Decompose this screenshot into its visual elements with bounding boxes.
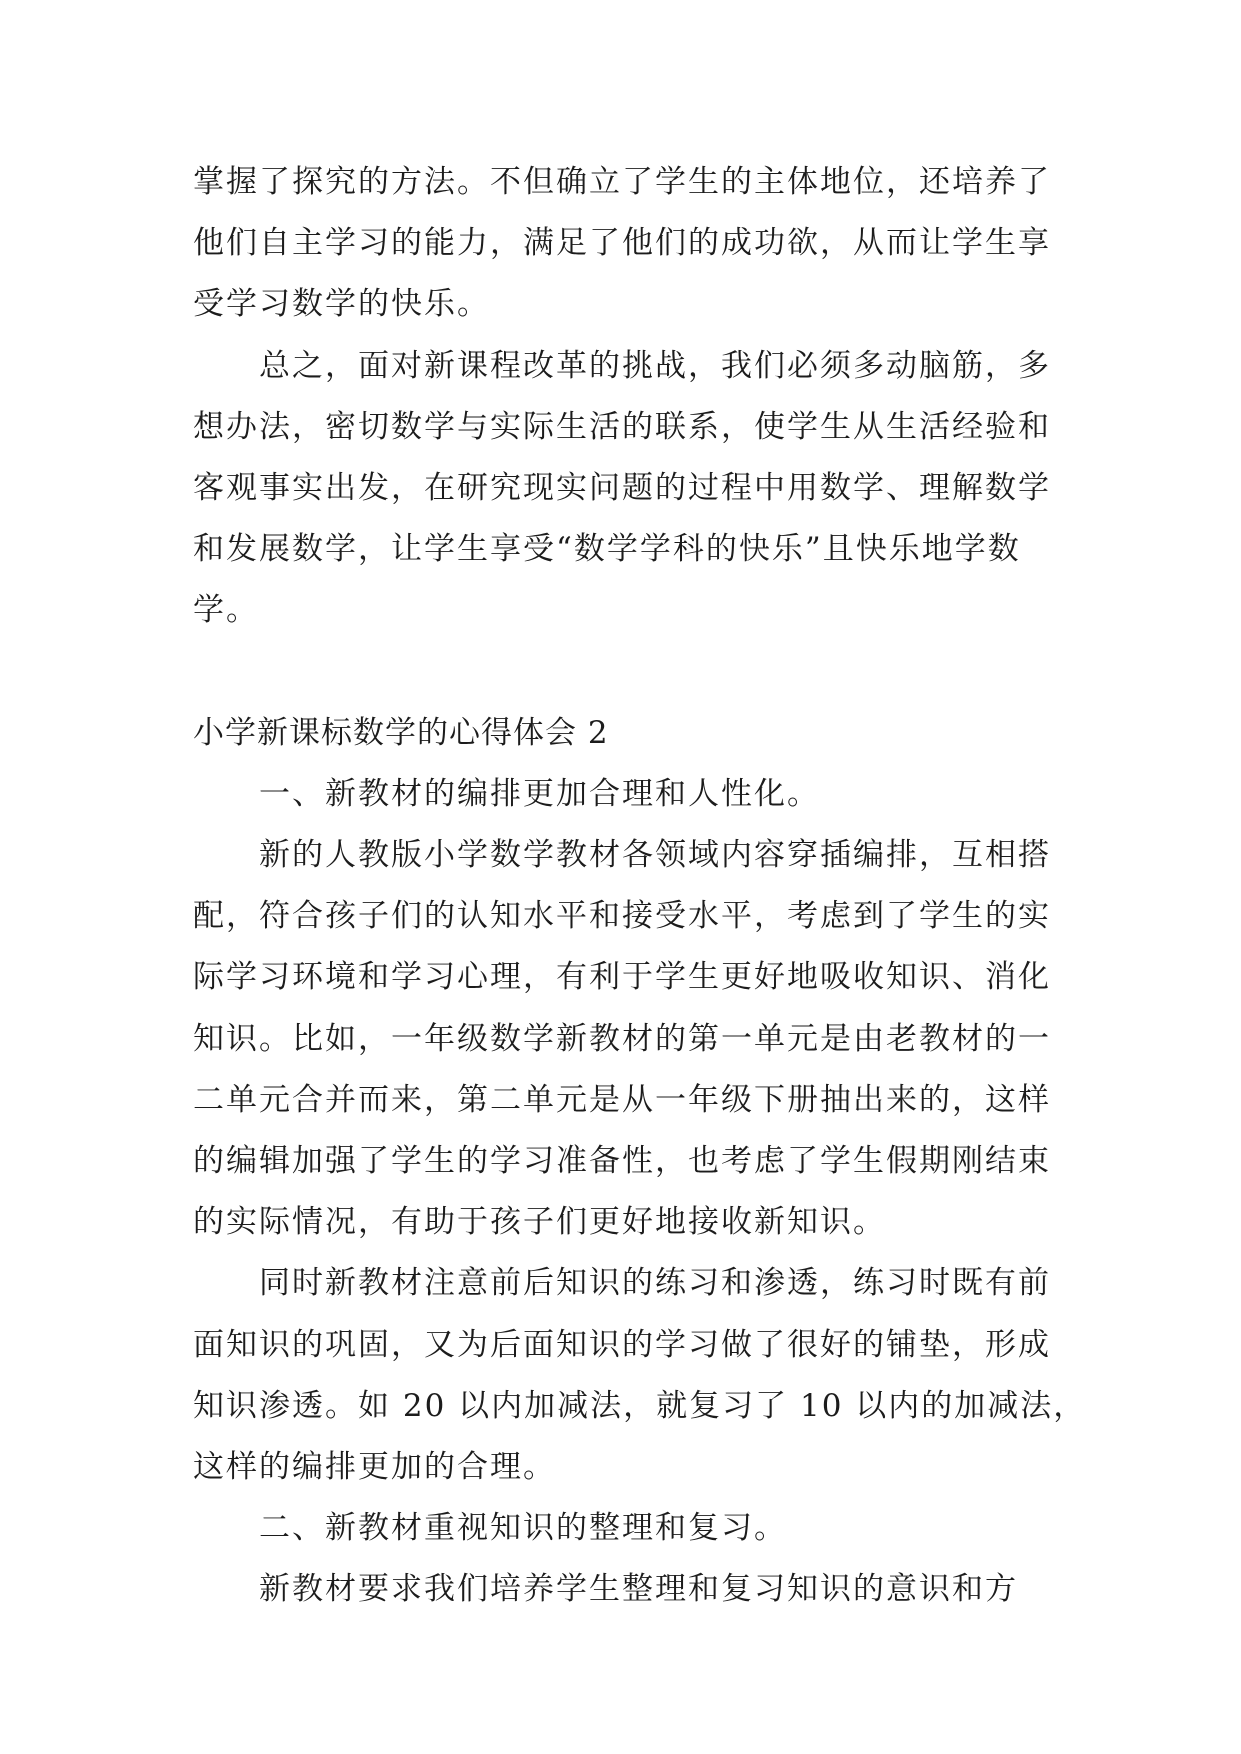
text-line: 和发展数学，让学生享受“数学学科的快乐”且快乐地学数 (193, 531, 1021, 568)
subheading: 二、新教材重视知识的整理和复习。 (259, 1510, 787, 1547)
text-line: 总之，面对新课程改革的挑战，我们必须多动脑筋，多 (259, 347, 1051, 384)
text-line: 面知识的巩固，又为后面知识的学习做了很好的铺垫，形成 (193, 1326, 1051, 1363)
text-line: 想办法，密切数学与实际生活的联系，使学生从生活经验和 (193, 408, 1051, 445)
text-line: 这样的编排更加的合理。 (193, 1448, 556, 1485)
text-line: 同时新教材注意前后知识的练习和渗透，练习时既有前 (259, 1265, 1051, 1302)
text-line: 际学习环境和学习心理，有利于学生更好地吸收知识、消化 (193, 959, 1051, 996)
text-line: 掌握了探究的方法。不但确立了学生的主体地位，还培养了 (193, 164, 1051, 200)
document-body (193, 152, 1087, 1621)
text-line: 知识。比如，一年级数学新教材的第一单元是由老教材的一 (193, 1020, 1051, 1057)
text-line: 的实际情况，有助于孩子们更好地接收新知识。 (193, 1204, 886, 1241)
text-line: 的编辑加强了学生的学习准备性，也考虑了学生假期刚结束 (193, 1143, 1051, 1179)
text-line: 客观事实出发，在研究现实问题的过程中用数学、理解数学 (193, 469, 1051, 506)
text-line: 新的人教版小学数学教材各领域内容穿插编排，互相搭 (259, 837, 1051, 874)
text-line: 配，符合孩子们的认知水平和接受水平，考虑到了学生的实 (193, 898, 1051, 935)
text-line: 学。 (193, 592, 259, 629)
text-line: 知识渗透。如 20 以内加减法，就复习了 10 以内的加减法， (193, 1387, 1087, 1424)
text-line: 新教材要求我们培养学生整理和复习知识的意识和方 (259, 1571, 1018, 1608)
text-line: 他们自主学习的能力，满足了他们的成功欲，从而让学生享 (193, 225, 1051, 262)
text-line: 二单元合并而来，第二单元是从一年级下册抽出来的，这样 (193, 1081, 1051, 1118)
subheading: 一、新教材的编排更加合理和人性化。 (259, 775, 820, 812)
text-line: 受学习数学的快乐。 (193, 286, 490, 323)
paragraph-gap (193, 642, 1053, 703)
section-heading: 小学新课标数学的心得体会 2 (193, 714, 609, 751)
